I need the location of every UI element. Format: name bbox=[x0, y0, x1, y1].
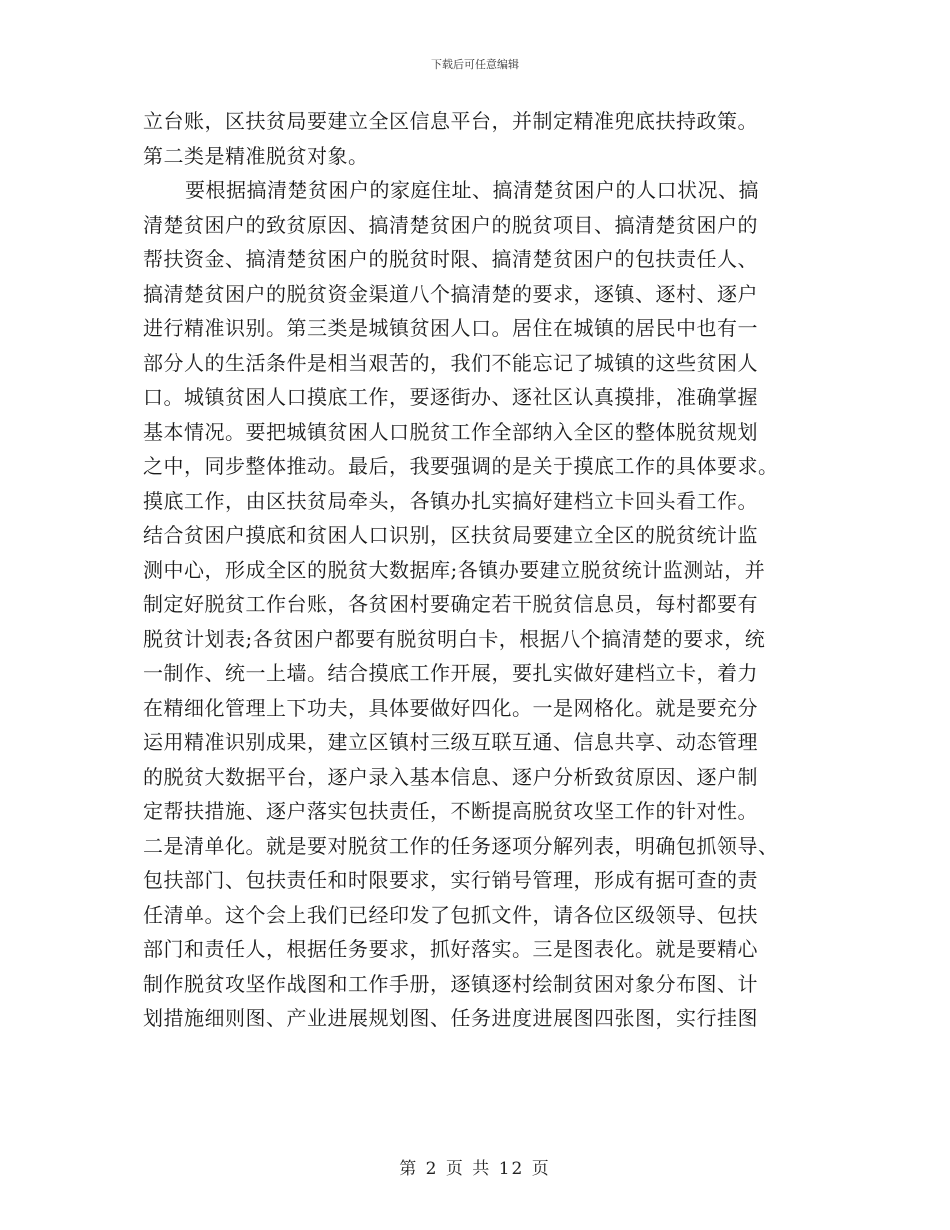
text-line: 要根据搞清楚贫困户的家庭住址、搞清楚贫困户的人口状况、搞 bbox=[185, 178, 759, 202]
page-header: 下载后可任意编辑 bbox=[431, 58, 519, 71]
text-line: 制作脱贫攻坚作战图和工作手册，逐镇逐村绘制贫困对象分布图、计 bbox=[143, 971, 758, 996]
text-line: 的脱贫大数据平台，逐户录入基本信息、逐户分析致贫原因、逐户制 bbox=[143, 764, 758, 789]
text-line: 结合贫困户摸底和贫困人口识别，区扶贫局要建立全区的脱贫统计监 bbox=[143, 523, 758, 547]
text-line: 立台账，区扶贫局要建立全区信息平台，并制定精准兜底扶持政策。 bbox=[143, 109, 758, 133]
text-line: 脱贫计划表;各贫困户都要有脱贫明白卡，根据八个搞清楚的要求，统 bbox=[143, 626, 766, 651]
text-line: 部分人的生活条件是相当艰苦的，我们不能忘记了城镇的这些贫困人 bbox=[143, 350, 758, 375]
text-line: 部门和责任人，根据任务要求，抓好落实。三是图表化。就是要精心 bbox=[143, 937, 758, 961]
text-line: 清楚贫困户的致贫原因、搞清楚贫困户的脱贫项目、搞清楚贫困户的 bbox=[143, 212, 758, 237]
text-line: 二是清单化。就是要对脱贫工作的任务逐项分解列表，明确包抓领导、 bbox=[143, 833, 779, 858]
text-line: 测中心，形成全区的脱贫大数据库;各镇办要建立脱贫统计监测站，并 bbox=[143, 557, 766, 582]
text-line: 之中，同步整体推动。最后，我要强调的是关于摸底工作的具体要求。 bbox=[143, 454, 779, 478]
text-line: 在精细化管理上下功夫，具体要做好四化。一是网格化。就是要充分 bbox=[143, 695, 758, 720]
text-line: 划措施细则图、产业进展规划图、任务进度进展图四张图，实行挂图 bbox=[143, 1006, 758, 1030]
text-line: 摸底工作，由区扶贫局牵头，各镇办扎实搞好建档立卡回头看工作。 bbox=[143, 488, 758, 513]
document-body bbox=[143, 104, 823, 1036]
text-line: 任清单。这个会上我们已经印发了包抓文件，请各位区级领导、包扶 bbox=[143, 902, 758, 927]
text-line: 口。城镇贫困人口摸底工作，要逐街办、逐社区认真摸排，准确掌握 bbox=[143, 385, 758, 409]
text-line: 帮扶资金、搞清楚贫困户的脱贫时限、搞清楚贫困户的包扶责任人、 bbox=[143, 247, 758, 271]
text-line: 第二类是精准脱贫对象。 bbox=[143, 143, 369, 168]
text-line: 运用精准识别成果，建立区镇村三级互联互通、信息共享、动态管理 bbox=[143, 730, 758, 754]
text-line: 包扶部门、包扶责任和时限要求，实行销号管理，形成有据可查的责 bbox=[143, 868, 758, 892]
text-line: 进行精准识别。第三类是城镇贫困人口。居住在城镇的居民中也有一 bbox=[143, 316, 758, 340]
text-line: 一制作、统一上墙。结合摸底工作开展，要扎实做好建档立卡，着力 bbox=[143, 661, 758, 685]
text-line: 基本情况。要把城镇贫困人口脱贫工作全部纳入全区的整体脱贫规划 bbox=[143, 419, 758, 444]
text-line: 搞清楚贫困户的脱贫资金渠道八个搞清楚的要求，逐镇、逐村、逐户 bbox=[143, 281, 758, 306]
text-line: 制定好脱贫工作台账，各贫困村要确定若干脱贫信息员，每村都要有 bbox=[143, 592, 758, 616]
page-footer: 第 2 页 共 12 页 bbox=[399, 1159, 551, 1179]
text-line: 定帮扶措施、逐户落实包扶责任，不断提高脱贫攻坚工作的针对性。 bbox=[143, 799, 758, 823]
